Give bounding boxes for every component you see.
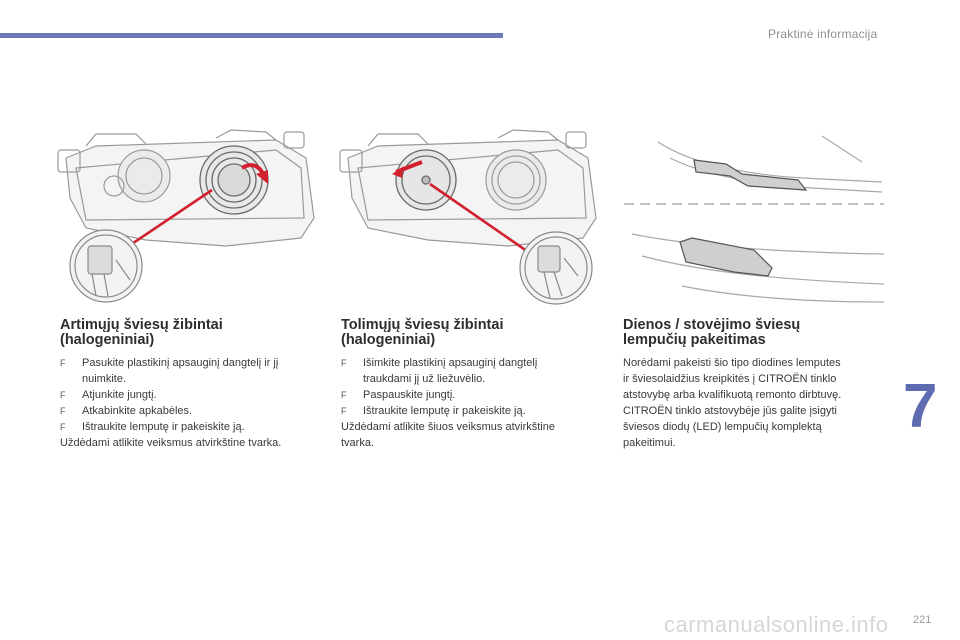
- reassembly-note-line2: tvarka.: [341, 437, 375, 449]
- list-item: [60, 403, 322, 419]
- low-beam-title-line1: Artimųjų šviesų žibintai: [60, 317, 223, 333]
- bullet-icon: F: [341, 358, 347, 368]
- bullet-icon: F: [341, 390, 347, 400]
- daytime-lights-title-line2: lempučių pakeitimas: [623, 332, 766, 348]
- step-text: traukdami jį už liežuvėlio.: [363, 373, 486, 385]
- daytime-lights-section: [623, 318, 885, 451]
- page-number: 221: [913, 614, 932, 626]
- low-beam-title-line2: (halogeniniai): [60, 332, 155, 348]
- bullet-icon: F: [60, 390, 66, 400]
- paragraph-line: CITROËN tinklo atstovybėje jūs galite įsigyti: [623, 405, 837, 417]
- reassembly-note-line1: Uždėdami atlikite šiuos veiksmus atvirkštine: [341, 421, 555, 433]
- step-text: Paspauskite jungtį.: [363, 389, 456, 401]
- paragraph-line: Norėdami pakeisti šio tipo diodines lemputes: [623, 357, 841, 369]
- paragraph-line: šviesos diodų (LED) lempučių komplektą: [623, 421, 822, 433]
- daytime-lights-title-line1: Dienos / stovėjimo šviesų: [623, 317, 801, 333]
- step-text: Atjunkite jungtį.: [82, 389, 157, 401]
- low-beam-steps: [60, 355, 322, 435]
- header-accent-bar: [0, 33, 503, 38]
- reassembly-note: Uždėdami atlikite veiksmus atvirkštine tvarka.: [60, 437, 282, 449]
- high-beam-title-line2: (halogeniniai): [341, 332, 436, 348]
- step-text: Pasukite plastikinį apsauginį dangtelį ir jį: [82, 357, 279, 369]
- list-item: [341, 403, 603, 419]
- step-text: Atkabinkite apkabėles.: [82, 405, 193, 417]
- step-text: Ištraukite lemputę ir pakeiskite ją.: [363, 405, 526, 417]
- high-beam-title: [341, 318, 603, 348]
- list-item: [60, 419, 322, 435]
- step-text: Ištraukite lemputę ir pakeiskite ją.: [82, 421, 245, 433]
- paragraph-line: ir šviesolaidžius kreipkitės į CITROËN tinklo: [623, 373, 837, 385]
- high-beam-headlamp-illustration: [338, 128, 600, 306]
- high-beam-section: [341, 318, 603, 451]
- daytime-lights-paragraph: [623, 355, 885, 451]
- section-title: Praktinė informacija: [768, 27, 878, 41]
- low-beam-title: [60, 318, 322, 348]
- low-beam-section: [60, 318, 322, 451]
- bullet-icon: F: [60, 406, 66, 416]
- paragraph-line: atstovybę arba kvalifikuotą remonto dirbtuvę.: [623, 389, 842, 401]
- reassembly-note: [341, 419, 603, 451]
- paragraph-line: pakeitimui.: [623, 437, 676, 449]
- high-beam-title-line1: Tolimųjų šviesų žibintai: [341, 317, 504, 333]
- chapter-number: 7: [903, 372, 938, 441]
- watermark: carmanualsonline.info: [664, 612, 889, 637]
- list-item: [341, 387, 603, 403]
- daytime-lights-title: [623, 318, 885, 348]
- list-item: [60, 355, 322, 387]
- list-item: [60, 387, 322, 403]
- bullet-icon: F: [60, 422, 66, 432]
- step-text: Išimkite plastikinį apsauginį dangtelį: [363, 357, 538, 369]
- list-item: [341, 355, 603, 387]
- bullet-icon: F: [60, 358, 66, 368]
- daytime-running-light-illustration: [622, 134, 884, 306]
- low-beam-headlamp-illustration: [56, 128, 318, 306]
- high-beam-steps: [341, 355, 603, 419]
- bullet-icon: F: [341, 406, 347, 416]
- step-text: nuimkite.: [82, 373, 127, 385]
